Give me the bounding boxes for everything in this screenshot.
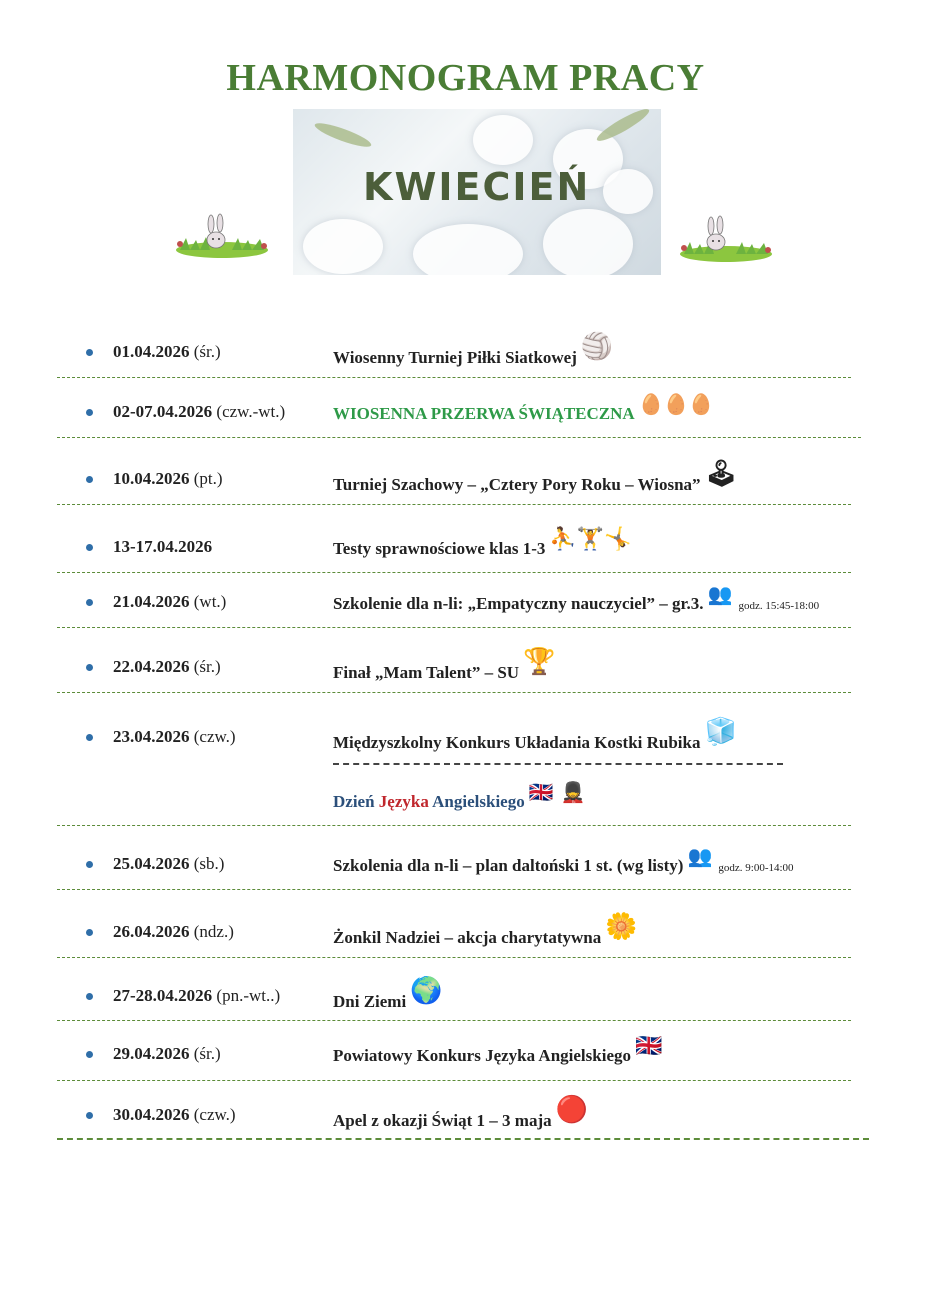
event-time: godz. 15:45-18:00	[738, 600, 820, 612]
rubiks-cube-icon: 🧊	[704, 717, 737, 747]
row-separator	[57, 957, 851, 958]
event-name: Turniej Szachowy – „Cztery Pory Roku – Wiosna” 🕹	[333, 459, 738, 494]
row-separator	[57, 572, 851, 573]
bullet-icon	[86, 861, 93, 868]
event-date: 27-28.04.2026 (pn.-wt..)	[113, 986, 281, 1005]
event-name: Żonkil Nadziei – akcja charytatywna 🌼	[333, 912, 638, 947]
bullet-icon	[86, 476, 93, 483]
bullet-icon	[86, 993, 93, 1000]
row-separator	[57, 889, 851, 890]
daffodil-icon: 🌼	[605, 912, 638, 942]
bullet-icon	[86, 544, 93, 551]
event-name: Powiatowy Konkurs Języka Angielskiego 🇬🇧	[333, 1034, 663, 1065]
bullet-icon	[86, 1051, 93, 1058]
easter-eggs-icon: 🥚🥚🥚	[638, 392, 714, 416]
event-date: 02-07.04.2026 (czw.-wt.)	[113, 402, 286, 421]
row-separator	[57, 1138, 869, 1140]
row-separator	[57, 504, 851, 505]
event-name: Szkolenie dla n-li: „Empatyczny nauczyciel” – gr.3. 👥 godz. 15:45-18:00	[333, 582, 820, 613]
bullet-icon	[86, 409, 93, 416]
event-name: Finał „Mam Talent” – SU 🏆	[333, 647, 556, 682]
earth-globe-icon: 🌍	[410, 976, 443, 1006]
event-name: WIOSENNA PRZERWA ŚWIĄTECZNA 🥚🥚🥚	[333, 392, 714, 423]
bullet-icon	[86, 664, 93, 671]
polish-flag-icon: 🔴	[555, 1095, 588, 1125]
bullet-icon	[86, 349, 93, 356]
sports-people-icon: ⛹🏋🤸	[549, 527, 632, 552]
row-separator	[57, 627, 851, 628]
month-banner	[293, 109, 661, 275]
uk-flag-guard-icon: 🇬🇧 💂	[528, 780, 586, 804]
event-name: Wiosenny Turniej Piłki Siatkowej 🏐	[333, 332, 614, 367]
row-separator	[57, 437, 861, 438]
bullet-icon	[86, 929, 93, 936]
month-title: KWIECIEŃ	[363, 165, 591, 209]
event-date: 10.04.2026 (pt.)	[113, 469, 223, 488]
event-date: 30.04.2026 (czw.)	[113, 1105, 236, 1124]
event-name: Apel z okazji Świąt 1 – 3 maja 🔴	[333, 1095, 588, 1130]
row-separator	[57, 1020, 851, 1021]
event-name: Szkolenia dla n-li – plan daltoński 1 st. (wg listy) 👥 godz. 9:00-14:00	[333, 844, 794, 875]
event-date: 25.04.2026 (sb.)	[113, 854, 225, 873]
bullet-icon	[86, 599, 93, 606]
bullet-icon	[86, 734, 93, 741]
row-separator	[57, 825, 851, 826]
event-time: godz. 9:00-14:00	[718, 862, 794, 874]
trophy-icon: 🏆	[523, 647, 556, 677]
event-name: Międzyszkolny Konkurs Układania Kostki Rubika 🧊	[333, 717, 737, 752]
event-date: 22.04.2026 (śr.)	[113, 657, 221, 676]
event-date: 23.04.2026 (czw.)	[113, 727, 236, 746]
bunny-grass-icon	[676, 214, 776, 264]
volleyball-icon: 🏐	[580, 332, 614, 362]
event-name: Testy sprawnościowe klas 1-3 ⛹🏋🤸	[333, 527, 632, 558]
event-name: Dni Ziemi 🌍	[333, 976, 443, 1011]
inner-separator	[333, 763, 783, 765]
row-separator	[57, 1080, 851, 1081]
uk-flag-icon: 🇬🇧	[635, 1034, 663, 1059]
event-name: Dzień Języka Angielskiego 🇬🇧 💂	[333, 780, 586, 811]
event-date: 01.04.2026 (śr.)	[113, 342, 221, 361]
page-title: HARMONOGRAM PRACY	[226, 57, 705, 99]
training-group-icon: 👥	[707, 582, 733, 606]
bunny-grass-icon	[172, 210, 272, 260]
event-date: 13-17.04.2026	[113, 537, 213, 556]
bullet-icon	[86, 1112, 93, 1119]
joystick-icon: 🕹	[704, 459, 738, 489]
event-date: 21.04.2026 (wt.)	[113, 592, 227, 611]
row-separator	[57, 692, 851, 693]
training-group-icon: 👥	[687, 844, 713, 868]
row-separator	[57, 377, 851, 378]
event-date: 29.04.2026 (śr.)	[113, 1044, 221, 1063]
event-date: 26.04.2026 (ndz.)	[113, 922, 234, 941]
